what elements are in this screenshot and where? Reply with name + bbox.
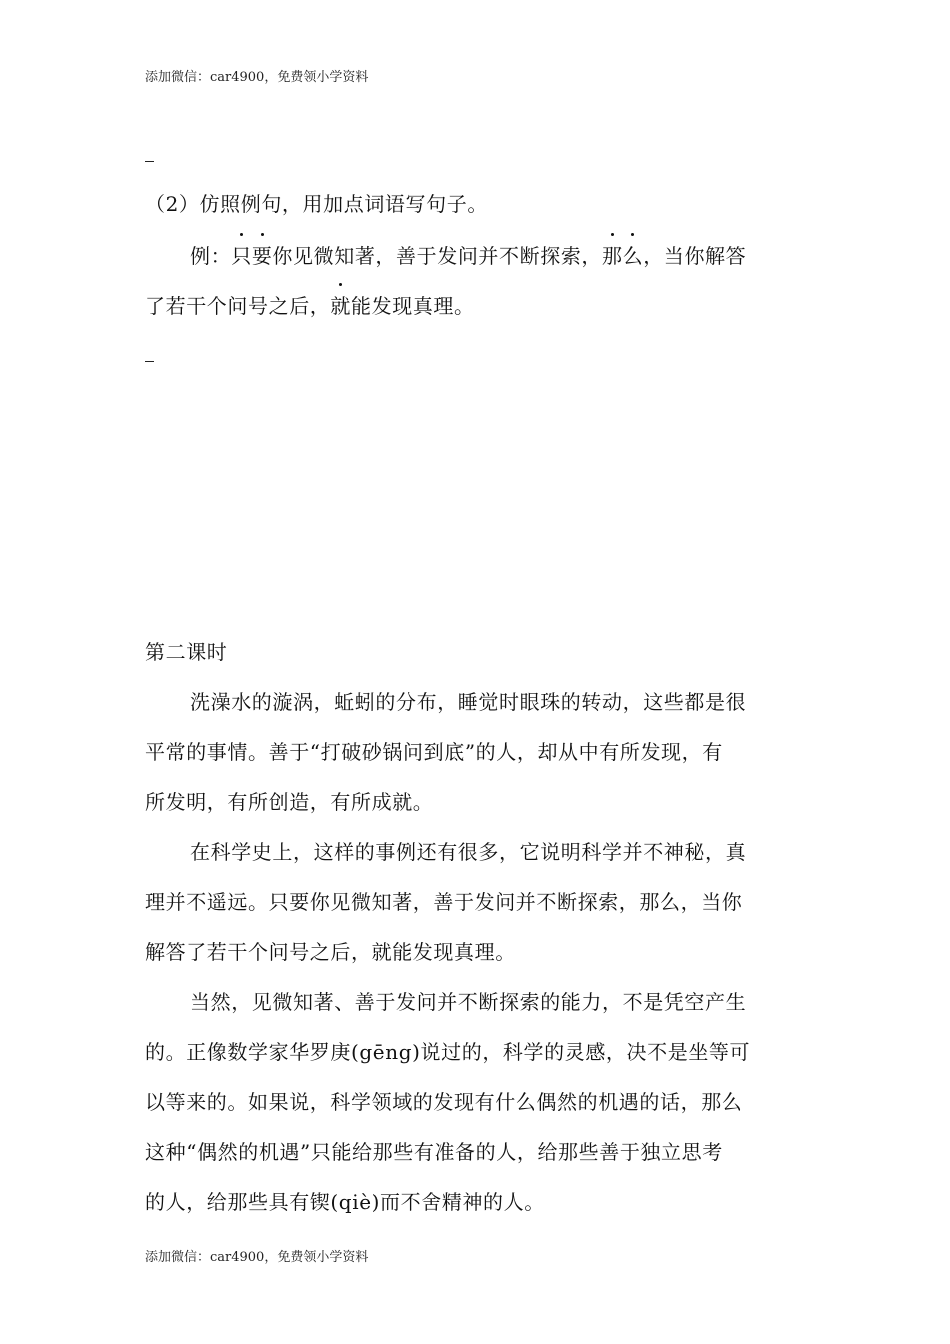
para3-line-3: 以等来的。如果说，科学领域的发现有什么偶然的机遇的话，那么 <box>145 1090 743 1114</box>
answer-blank-1 <box>145 161 154 162</box>
dotted-word-jiu <box>330 294 351 318</box>
dotted-word-zhiyao-char-0: 只 <box>231 240 252 269</box>
example-part-1: 你见微知著，善于发问并不断探索， <box>272 244 603 268</box>
para1-line-2: 平常的事情。善于“打破砂锅问到底”的人，却从中有所发现，有 <box>145 740 723 764</box>
example-line-2-b: 能发现真理。 <box>351 294 475 318</box>
para2-line-2: 理并不遥远。只要你见微知著，善于发问并不断探索，那么，当你 <box>145 890 743 914</box>
dotted-word-name <box>602 244 643 268</box>
dotted-word-name-char-1: 么 <box>623 240 644 269</box>
dotted-word-name-char-0: 那 <box>602 240 623 269</box>
example-label: 例： <box>190 244 232 268</box>
dotted-word-zhiyao-char-1: 要 <box>252 240 273 269</box>
para2-line-3: 解答了若干个问号之后，就能发现真理。 <box>145 940 516 964</box>
example-line-2 <box>145 290 475 319</box>
page-footer: 添加微信：car4900，免费领小学资料 <box>145 1250 369 1265</box>
example-line-2-a: 了若干个问号之后， <box>145 294 331 318</box>
para3-line-2: 的。正像数学家华罗庚(gēng)说过的，科学的灵感，决不是坐等可 <box>145 1040 751 1064</box>
answer-blank-2 <box>145 361 154 362</box>
example-line-1 <box>190 240 746 269</box>
para3-line-5: 的人，给那些具有锲(qiè)而不舍精神的人。 <box>145 1190 545 1214</box>
dotted-word-zhiyao <box>231 244 272 268</box>
lesson-title: 第二课时 <box>145 640 228 664</box>
dotted-word-jiu-char-0: 就 <box>330 290 351 319</box>
para3-line-1: 当然，见微知著、善于发问并不断探索的能力，不是凭空产生 <box>190 990 747 1014</box>
exercise-instruction: （2）仿照例句，用加点词语写句子。 <box>145 192 488 216</box>
para3-line-4: 这种“偶然的机遇”只能给那些有准备的人，给那些善于独立思考 <box>145 1140 723 1164</box>
para1-line-3: 所发明，有所创造，有所成就。 <box>145 790 434 814</box>
para1-line-1: 洗澡水的漩涡，蚯蚓的分布，睡觉时眼珠的转动，这些都是很 <box>190 690 747 714</box>
page-header: 添加微信：car4900，免费领小学资料 <box>145 70 369 85</box>
example-part-2: ，当你解答 <box>643 244 747 268</box>
para2-line-1: 在科学史上，这样的事例还有很多，它说明科学并不神秘，真 <box>190 840 747 864</box>
